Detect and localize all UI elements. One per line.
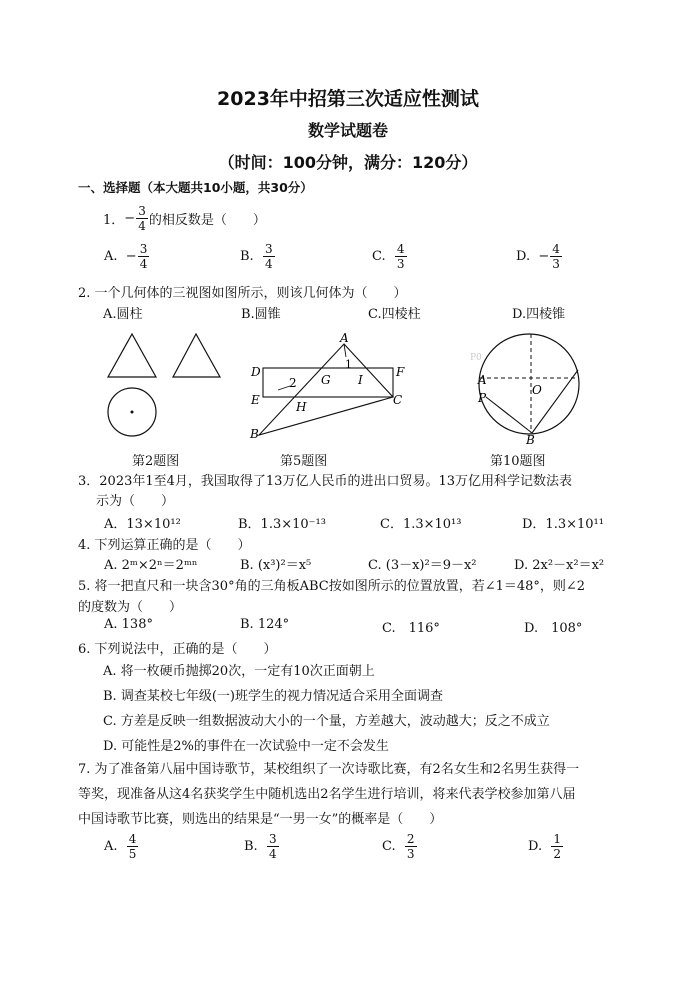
q2-option-a[interactable]: A.圆柱 <box>103 307 143 322</box>
question-7-stem-line2: 等奖，现准备从这4名获奖学生中随机选出2名学生进行培训，将来代表学校参加第八届 <box>78 787 576 802</box>
q6-option-b[interactable]: B. 调查某校七年级(一)班学生的视力情况适合采用全面调查 <box>103 689 443 704</box>
label-a: A <box>340 332 349 345</box>
numerator: 1 <box>553 832 561 846</box>
option-label: B. <box>244 839 258 854</box>
q7-option-b[interactable] <box>244 832 280 861</box>
figure-q5-ruler-triangle <box>248 332 418 444</box>
option-label: B. <box>240 249 254 264</box>
label-c: C <box>393 393 403 407</box>
caption-q2: 第2题图 <box>132 454 180 469</box>
chord-pb <box>486 397 532 433</box>
question-4-stem: 4. 下列运算正确的是（ ） <box>78 538 251 553</box>
q5-option-c[interactable]: C. 116° <box>382 621 440 636</box>
side-view-triangle <box>173 334 220 377</box>
caption-q5: 第5题图 <box>280 454 328 469</box>
label-d: D <box>251 365 261 379</box>
label-b: B <box>526 433 535 447</box>
label-angle-2: 2 <box>289 376 297 390</box>
option-label: C. <box>372 249 386 264</box>
option-fraction <box>267 832 279 861</box>
question-3-stem-line1: 3．2023年1至4月，我国取得了13万亿人民币的进出口贸易。13万亿用科学记数法表 <box>78 474 572 489</box>
q4-option-c[interactable]: C. (3－x)²＝9－x² <box>368 558 477 573</box>
q7-option-a[interactable] <box>104 832 139 861</box>
q1-sign: − <box>124 210 136 226</box>
option-fraction <box>138 242 150 271</box>
q1-option-d[interactable] <box>516 242 563 271</box>
label-e: E <box>251 393 260 407</box>
q7-option-d[interactable] <box>528 832 564 861</box>
q6-option-a[interactable]: A. 将一枚硬币抛掷20次，一定有10次正面朝上 <box>103 664 375 679</box>
q1-option-a[interactable] <box>104 242 150 271</box>
numerator: 4 <box>396 242 405 256</box>
label-f: F <box>396 365 405 379</box>
q1-prefix: 1． <box>103 212 125 228</box>
q2-option-d[interactable]: D.四棱锥 <box>512 307 566 322</box>
option-sign: − <box>125 249 137 264</box>
denominator: 4 <box>268 847 277 861</box>
q5-option-a[interactable]: A. 138° <box>104 617 153 632</box>
faint-label: P0 <box>470 353 482 363</box>
denominator: 3 <box>396 257 405 271</box>
q1-fraction <box>136 204 148 233</box>
question-7-stem-line1: 7. 为了准备第八届中国诗歌节，某校组织了一次诗歌比赛，有2名女生和2名男生获得一 <box>78 762 580 777</box>
denominator: 2 <box>553 847 561 861</box>
label-o: O <box>532 383 542 397</box>
q7-option-c[interactable] <box>382 832 418 861</box>
option-label: D. <box>528 839 543 854</box>
question-6-stem: 6. 下列说法中，正确的是（ ） <box>78 642 277 657</box>
label-i: I <box>358 373 363 387</box>
denominator: 3 <box>406 847 415 861</box>
option-fraction <box>551 832 563 861</box>
option-label: D. <box>516 249 531 264</box>
option-label: A. <box>104 839 118 854</box>
exam-title: 2023年中招第三次适应性测试 <box>217 88 479 110</box>
numerator: 4 <box>128 832 137 846</box>
label-p: P <box>478 391 487 405</box>
q1-denominator: 4 <box>138 218 146 233</box>
q1-option-b[interactable] <box>240 242 276 271</box>
option-fraction <box>263 242 275 271</box>
numerator: 2 <box>406 832 415 846</box>
q5-option-b[interactable]: B. 124° <box>240 617 290 632</box>
top-view-center-dot <box>131 411 134 414</box>
denominator: 5 <box>128 847 137 861</box>
q1-option-c[interactable] <box>372 242 408 271</box>
q3-option-b[interactable]: B．1.3×10⁻¹³ <box>238 517 326 532</box>
q1-stem-text: 的相反数是（ ） <box>148 212 266 228</box>
question-3-stem-line2: 示为（ ） <box>96 494 175 509</box>
q6-option-c[interactable]: C. 方差是反映一组数据波动大小的一个量，方差越大，波动越大；反之不成立 <box>103 714 550 729</box>
option-label: A. <box>104 249 118 264</box>
question-2-stem: 2. 一个几何体的三视图如图所示，则该几何体为（ ） <box>78 286 407 301</box>
option-fraction <box>127 832 139 861</box>
option-label: C. <box>382 839 396 854</box>
numerator: 3 <box>139 242 148 256</box>
numerator: 3 <box>268 832 277 846</box>
label-g: G <box>321 373 331 387</box>
label-angle-1: 1 <box>345 358 352 371</box>
exam-subtitle: 数学试题卷 <box>307 121 388 140</box>
q1-numerator: 3 <box>138 203 146 218</box>
front-view-triangle <box>108 334 156 377</box>
option-sign: − <box>538 249 550 264</box>
denominator: 3 <box>552 257 560 271</box>
denominator: 4 <box>264 257 273 271</box>
q3-option-d[interactable]: D．1.3×10¹¹ <box>522 517 604 532</box>
q2-option-c[interactable]: C.四棱柱 <box>368 307 421 322</box>
question-5-stem-line2: 的度数为（ ） <box>78 600 183 615</box>
figure-q2-three-views <box>100 326 230 444</box>
label-b: B <box>250 427 259 441</box>
label-a: A <box>478 373 487 387</box>
numerator: 4 <box>552 242 560 256</box>
q4-option-d[interactable]: D. 2x²－x²＝x² <box>514 558 605 573</box>
chord-b <box>532 370 578 433</box>
q4-option-a[interactable]: A. 2ᵐ×2ⁿ＝2ᵐⁿ <box>104 558 198 573</box>
figure-q10-circle <box>466 330 596 448</box>
question-5-stem-line1: 5. 将一把直尺和一块含30°角的三角板ABC按如图所示的位置放置，若∠1＝48°，则∠2 <box>78 579 586 594</box>
time-info: （时间：100分钟，满分：120分） <box>218 153 478 172</box>
circle-o <box>479 334 579 434</box>
q2-option-b[interactable]: B.圆锥 <box>241 307 281 322</box>
option-fraction <box>405 832 417 861</box>
q3-option-a[interactable]: A．13×10¹² <box>104 517 181 532</box>
question-1-stem <box>103 198 266 238</box>
section-heading: 一、选择题（本大题共10小题，共30分） <box>78 180 313 195</box>
caption-q10: 第10题图 <box>490 454 546 469</box>
q4-option-b[interactable]: B. (x³)²＝x⁵ <box>240 558 312 573</box>
question-7-stem-line3: 中国诗歌节比赛，则选出的结果是“一男一女”的概率是（ ） <box>78 812 443 827</box>
option-fraction <box>395 242 407 271</box>
numerator: 3 <box>264 242 273 256</box>
option-fraction <box>550 242 562 271</box>
q5-option-d[interactable]: D. 108° <box>524 621 583 636</box>
q3-option-c[interactable]: C．1.3×10¹³ <box>380 517 462 532</box>
label-h: H <box>296 400 307 414</box>
denominator: 4 <box>139 257 148 271</box>
q6-option-d[interactable]: D. 可能性是2%的事件在一次试验中一定不会发生 <box>103 739 389 754</box>
